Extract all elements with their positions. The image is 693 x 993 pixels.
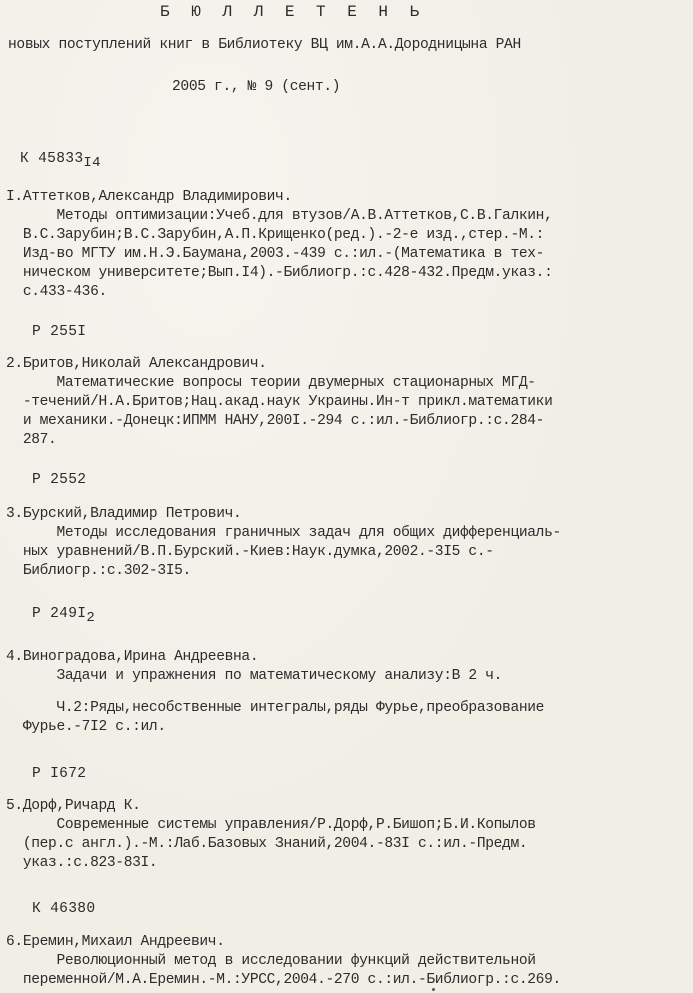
entry-line: Фурье.-7I2 с.:ил. [6,719,166,735]
bulletin-title: Б Ю Л Л Е Т Е Н Ь [160,3,426,21]
entry-line: с.433-436. [6,284,107,300]
entry-line: -течений/Н.А.Бритов;Нац.акад.наук Украины.Ин-т прикл.математики [6,394,553,410]
shelf-mark: Р 255I [32,324,87,340]
entry-line: и механики.-Донецк:ИПММ НАНУ,200I.-294 с.:ил.-Библиогр.:с.284- [6,413,545,429]
entry-line: 4.Виноградова,Ирина Андреевна. [6,649,259,665]
entry-line: 6.Еремин,Михаил Андреевич. [6,934,225,950]
entry-line: 287. [6,432,57,448]
entry-line: Методы оптимизации:Учеб.для втузов/А.В.Аттетков,С.В.Галкин, [6,208,553,224]
entry-line: Математические вопросы теории двумерных стационарных МГД- [6,375,536,391]
entry-line: ных уравнений/В.П.Бурский.-Киев:Наук.думка,2002.-3I5 с.- [6,544,494,560]
entry-line: Задачи и упражнения по математическому анализу:В 2 ч. [6,668,503,684]
entry-line: Методы исследования граничных задач для общих дифференциаль- [6,525,561,541]
entry-line: (пер.с англ.).-М.:Лаб.Базовых Знаний,2004.-83I с.:ил.-Предм. [6,836,528,852]
entry-line: Революционный метод в исследовании функций действительной [6,953,536,969]
entry-line: указ.:с.823-83I. [6,855,158,871]
entry-line: 3.Бурский,Владимир Петрович. [6,506,242,522]
entry-line: 2.Бритов,Николай Александрович. [6,356,267,372]
entry-line: Современные системы управления/Р.Дорф,Р.Бишоп;Б.И.Копылов [6,817,536,833]
shelf-mark: К 46380 [32,901,96,917]
entry-line: ническом университете;Вып.I4).-Библиогр.:с.428-432.Предм.указ.: [6,265,553,281]
shelf-mark: Р I672 [32,766,87,782]
entry-line: 5.Дорф,Ричард К. [6,798,141,814]
entry-line: переменной/М.А.Еремин.-М.:УРСС,2004.-270 с.:ил.-Библиогр.:с.269. [6,972,561,988]
shelf-mark: Р $249I_2$ [32,606,96,626]
entry-line: Библиогр.:с.302-3I5. [6,563,191,579]
bulletin-issue: 2005 г., № 9 (сент.) [172,79,341,95]
scan-speck [432,988,435,991]
bulletin-subtitle: новых поступлений книг в Библиотеку ВЦ им.А.А.Дородницына РАН [8,37,521,53]
shelf-mark: Р 2552 [32,472,87,488]
entry-line: Изд-во МГТУ им.Н.Э.Баумана,2003.-439 с.:ил.-(Математика в тех- [6,246,545,262]
entry-line: Ч.2:Ряды,несобственные интегралы,ряды Фурье,преобразование [6,700,545,716]
shelf-mark: К $45833_{I4}$ [20,151,101,171]
entry-line: В.С.Зарубин;В.С.Зарубин,А.П.Крищенко(ред.).-2-е изд.,стер.-М.: [6,227,545,243]
entry-line: I.Аттетков,Александр Владимирович. [6,189,292,205]
